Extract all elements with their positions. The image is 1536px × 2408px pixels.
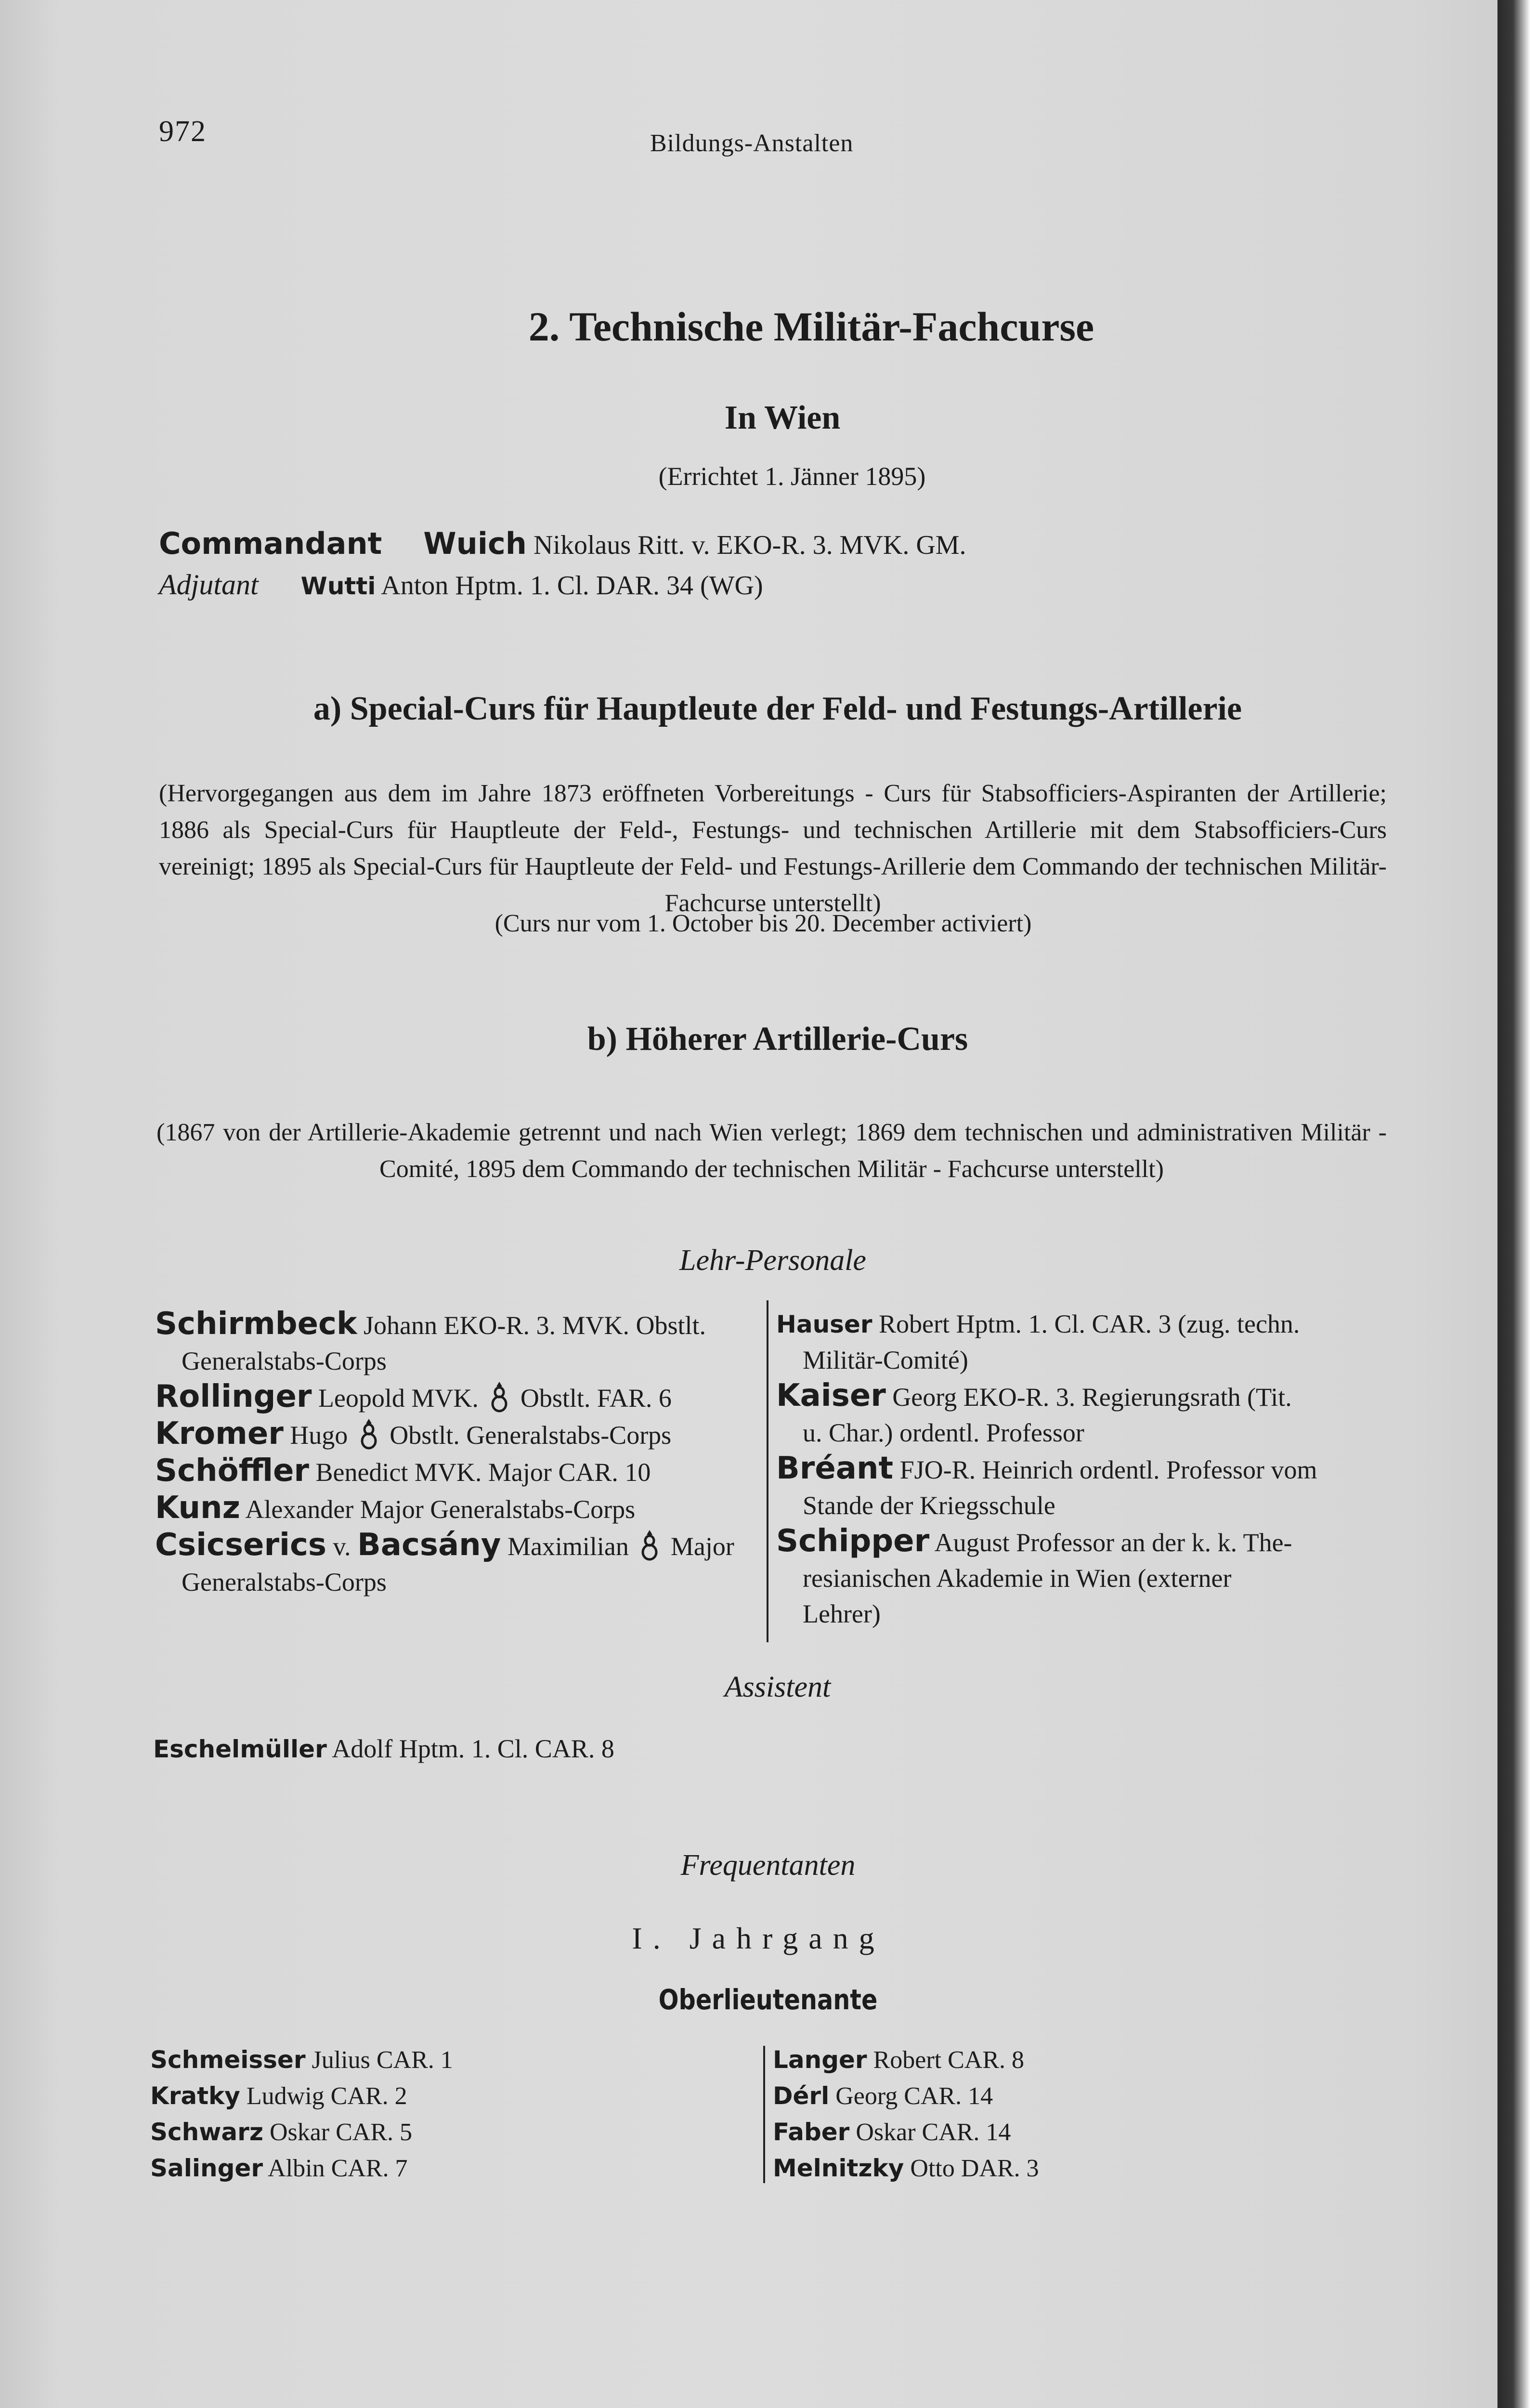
commandant-row xyxy=(159,526,966,561)
section-founded: (Errichtet 1. Jänner 1895) xyxy=(658,462,926,491)
hoeherer-curs-title: b) Höherer Artillerie-Curs xyxy=(587,1021,968,1058)
adjutant-detail: Anton Hptm. 1. Cl. DAR. 34 (WG) xyxy=(381,571,763,601)
staff-entry: Kromer Hugo Obstlt. Generalstabs-Corps xyxy=(155,1416,672,1452)
page-number: 972 xyxy=(159,115,207,148)
list-item: Kratky Ludwig CAR. 2 xyxy=(150,2082,407,2110)
list-item: Langer Robert CAR. 8 xyxy=(773,2046,1025,2074)
rank-heading: Oberlieutenante xyxy=(658,1983,878,2016)
frequentanten-right xyxy=(773,2042,1039,2186)
commandant-label: Commandant xyxy=(159,526,382,561)
special-curs-note: (Curs nur vom 1. October bis 20. December activiert) xyxy=(495,910,1032,937)
hoeherer-curs-history: (1867 von der Artillerie-Akademie getrennt und nach Wien verlegt; 1869 dem technischen und administrativen Militär - Comité, 1895 dem Commando der technischen Militär - Fachcurse unterstellt) xyxy=(156,1119,1387,1183)
lehr-personale-heading: Lehr-Personale xyxy=(679,1244,866,1277)
running-head: Bildungs-Anstalten xyxy=(650,130,854,157)
adjutant-label: Adjutant xyxy=(159,569,259,601)
staff-entry: Hauser Robert Hptm. 1. Cl. CAR. 3 (zug. techn. xyxy=(776,1309,1300,1338)
adjutant-name: Wutti xyxy=(300,572,376,600)
special-curs-title: a) Special-Curs für Hauptleute der Feld- und Festungs-Artillerie xyxy=(313,690,1242,727)
jahrgang-heading: I. Jahrgang xyxy=(632,1921,885,1955)
knight-cross-icon xyxy=(359,1417,378,1451)
knight-cross-icon xyxy=(640,1528,659,1562)
staff-entry: Rollinger Leopold MVK. Obstlt. FAR. 6 xyxy=(155,1379,672,1414)
list-item: Faber Oskar CAR. 14 xyxy=(773,2118,1011,2146)
staff-entry: Kaiser Georg EKO-R. 3. Regierungsrath (Tit. xyxy=(776,1378,1292,1413)
section-title: 2. Technische Militär-Fachcurse xyxy=(528,303,1094,350)
staff-entry: Schöffler Benedict MVK. Major CAR. 10 xyxy=(155,1453,651,1489)
page-edge-shadow xyxy=(1497,0,1536,2408)
staff-entry: Bréant FJO-R. Heinrich ordentl. Professor vom xyxy=(776,1451,1317,1486)
list-item: Salinger Albin CAR. 7 xyxy=(150,2154,408,2182)
frequentanten-left xyxy=(150,2042,453,2186)
staff-entry: Kunz Alexander Major Generalstabs-Corps xyxy=(155,1490,636,1526)
lehr-personale-left: Schirmbeck Johann EKO-R. 3. MVK. Obstlt. Generalstabs-Corps Rollinger Leopold MVK. Obstlt. FAR. 6 Kromer Hugo Obstlt. Generalstabs-Corps Schöffler Benedict MVK. Major CAR. 10 Kunz Alexander Major Generalstabs-Corps Csicserics v. Bacsány Maximilian Major Generalstabs-Corps xyxy=(155,1306,762,1600)
column-divider xyxy=(767,1300,768,1642)
lehr-personale-right: Hauser Robert Hptm. 1. Cl. CAR. 3 (zug. techn. Militär-Comité) Kaiser Georg EKO-R. 3. Regierungsrath (Tit. u. Char.) ordentl. Professor Bréant FJO-R. Heinrich ordentl. Professor vom Stande der Kriegsschule Schipper August Professor an der k. k. The- resianischen Akademie in Wien (externer Lehrer) xyxy=(776,1306,1388,1632)
section-location: In Wien xyxy=(724,399,841,436)
list-item: Melnitzky Otto DAR. 3 xyxy=(773,2154,1039,2182)
commandant-name: Wuich xyxy=(423,526,527,561)
staff-entry: Csicserics v. Bacsány Maximilian Major xyxy=(155,1527,734,1563)
special-curs-history: (Hervorgegangen aus dem im Jahre 1873 eröffneten Vorbereitungs - Curs für Stabsofficiers-Aspiranten der Artillerie; 1886 als Special-Curs für Hauptleute der Feld-, Festungs- und technischen Artillerie mit dem Stabsofficiers-Curs vereinigt; 1895 als Special-Curs für Hauptleute der Feld- und Festungs-Arillerie dem Commando der technischen Militär-Fachcurse unterstellt) xyxy=(159,780,1387,917)
assistent-entry: Eschelmüller Adolf Hptm. 1. Cl. CAR. 8 xyxy=(153,1734,614,1763)
frequentanten-heading: Frequentanten xyxy=(680,1849,856,1882)
assistent-heading: Assistent xyxy=(724,1671,831,1703)
adjutant-row xyxy=(159,568,763,602)
staff-entry: Schirmbeck Johann EKO-R. 3. MVK. Obstlt. xyxy=(155,1306,706,1342)
list-item: Schwarz Oskar CAR. 5 xyxy=(150,2118,413,2146)
commandant-detail: Nikolaus Ritt. v. EKO-R. 3. MVK. GM. xyxy=(533,530,966,560)
knight-cross-icon xyxy=(490,1380,509,1413)
staff-entry: Schipper August Professor an der k. k. The- xyxy=(776,1523,1292,1559)
list-item: Schmeisser Julius CAR. 1 xyxy=(150,2046,453,2074)
frequentanten-divider xyxy=(763,2046,765,2183)
list-item: Dérl Georg CAR. 14 xyxy=(773,2082,993,2110)
